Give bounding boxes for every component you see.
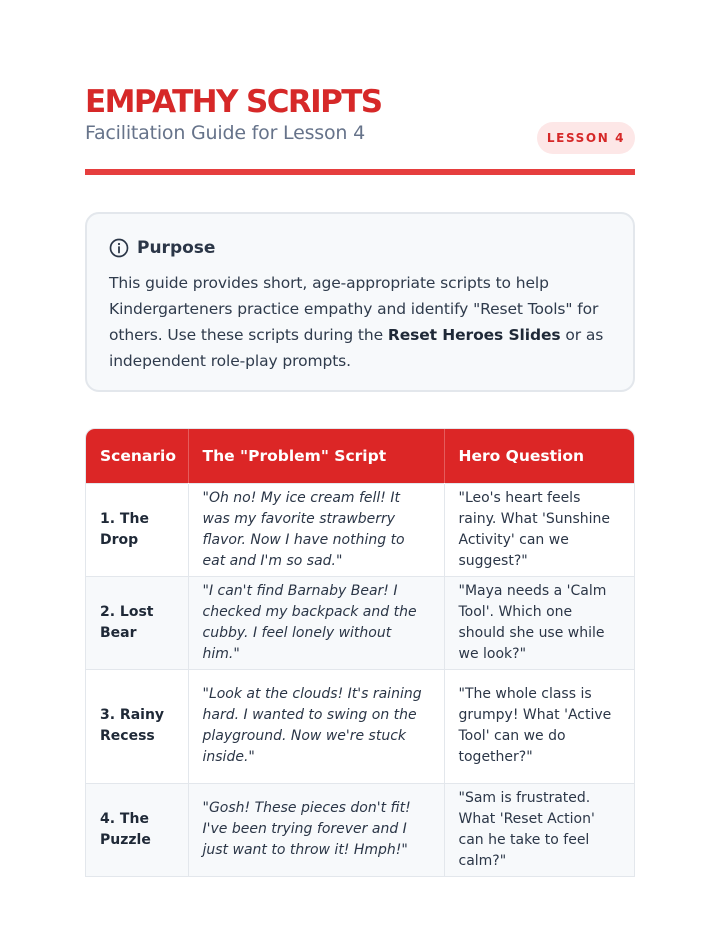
- purpose-header: [109, 234, 611, 262]
- purpose-body-intro: This guide provides short, age-appropriate scripts to help Kindergarteners practice empathy and identify "Reset Tools" for others. Use these scripts during the: [109, 274, 599, 344]
- page-subtitle: Facilitation Guide for Lesson 4: [85, 122, 365, 144]
- scenario-cell: 1. The Drop: [86, 483, 188, 576]
- table-row: [86, 669, 634, 783]
- purpose-card: [85, 212, 635, 392]
- hero-question-cell: "Sam is frustrated. What 'Reset Action' can he take to feel calm?": [444, 783, 634, 876]
- header-divider: [85, 169, 635, 175]
- column-header-scenario: Scenario: [86, 429, 188, 483]
- column-header-problem-script: The "Problem" Script: [188, 429, 444, 483]
- table-row: [86, 576, 634, 669]
- page-title: EMPATHY SCRIPTS: [85, 84, 382, 120]
- problem-script-cell: "Oh no! My ice cream fell! It was my favorite strawberry flavor. Now I have nothing to eat and I'm so sad.": [188, 483, 444, 576]
- scenario-cell: 4. The Puzzle: [86, 783, 188, 876]
- column-header-hero-question: Hero Question: [444, 429, 634, 483]
- lesson-badge: LESSON 4: [537, 122, 635, 154]
- table-row: [86, 783, 634, 876]
- table-row: [86, 483, 634, 576]
- purpose-body-bold: Reset Heroes Slides: [387, 326, 561, 344]
- problem-script-cell: "I can't find Barnaby Bear! I checked my backpack and the cubby. I feel lonely without him.": [188, 576, 444, 669]
- hero-question-cell: "The whole class is grumpy! What 'Active Tool' can we do together?": [444, 669, 634, 783]
- page-header: [85, 84, 635, 176]
- purpose-body-outro: or as independent role-play prompts.: [109, 326, 604, 370]
- problem-script-cell: "Look at the clouds! It's raining hard. I wanted to swing on the playground. Now we're stuck inside.": [188, 669, 444, 783]
- scripts-table: [85, 428, 635, 877]
- hero-question-cell: "Leo's heart feels rainy. What 'Sunshine Activity' can we suggest?": [444, 483, 634, 576]
- info-circle-icon: [109, 238, 129, 258]
- scenario-cell: 2. Lost Bear: [86, 576, 188, 669]
- scenario-cell: 3. Rainy Recess: [86, 669, 188, 783]
- purpose-title: Purpose: [137, 238, 216, 258]
- purpose-body: [109, 270, 611, 374]
- hero-question-cell: "Maya needs a 'Calm Tool'. Which one should she use while we look?": [444, 576, 634, 669]
- table-header-row: [86, 429, 634, 483]
- problem-script-cell: "Gosh! These pieces don't fit! I've been trying forever and I just want to throw it! Hmph!": [188, 783, 444, 876]
